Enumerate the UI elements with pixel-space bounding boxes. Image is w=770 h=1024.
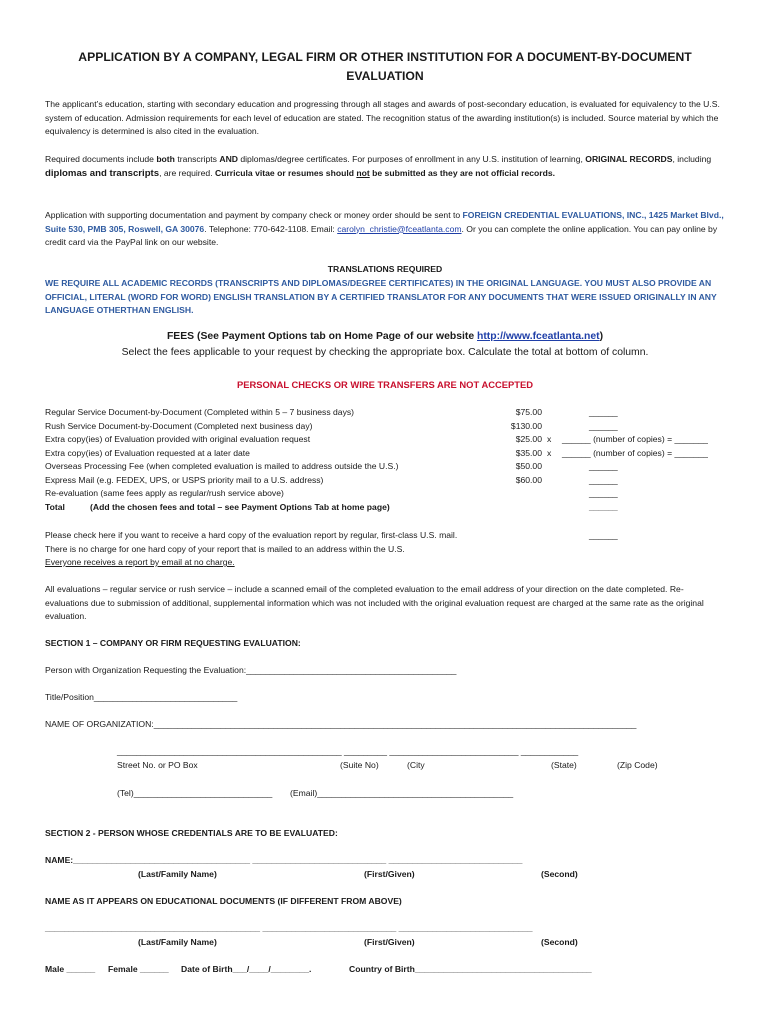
fee-blank[interactable]: ______ bbox=[589, 461, 618, 471]
required-original-records: ORIGINAL RECORDS bbox=[585, 154, 673, 164]
fee-copies-blank[interactable]: ______ (number of copies) = _______ bbox=[562, 434, 708, 444]
fees-instruction: Select the fees applicable to your request by checking the appropriate box. Calculate the total at bottom of column. bbox=[121, 347, 649, 358]
required-documents-paragraph bbox=[45, 153, 725, 180]
fee-blank[interactable]: ______ bbox=[589, 488, 618, 498]
required-both: both bbox=[156, 154, 175, 164]
email-delivery-note: All evaluations – regular service or rush service – include a scanned email of the completed evaluation to the email address of your direction on the date completed. Re-evaluations due to submission of additional, supplemental information which was not included with the original evaluation request are charged at the same rate as the original evaluation. bbox=[45, 584, 704, 622]
website-link[interactable]: http://www.fceatlanta.net bbox=[477, 331, 600, 342]
street-label: Street No. or PO Box bbox=[117, 760, 198, 770]
fee-blank[interactable]: ______ bbox=[589, 407, 618, 417]
fee-blank[interactable]: ______ bbox=[589, 474, 618, 485]
intro-paragraph: The applicant’s education, starting with secondary education and progressing through all stages and awards of post-secondary education, is evaluated for equivalency to the U.S. system of education. Admission requirements for each level of education are stated. The recognition status of the awarding institution(s) is included. Source material by which the equivalency is determined is also cited in the evaluation. bbox=[45, 99, 720, 137]
email-field[interactable]: (Email)_________________________________________ bbox=[290, 788, 514, 798]
second-name-label: (Second) bbox=[541, 869, 578, 879]
fee-label: Extra copy(ies) of Evaluation requested at a later date bbox=[45, 447, 250, 458]
section1-heading: SECTION 1 – COMPANY OR FIRM REQUESTING EVALUATION: bbox=[45, 638, 301, 648]
cv-warning: be submitted as they are not official records. bbox=[369, 167, 556, 178]
hardcopy-line: Please check here if you want to receive a hard copy of the evaluation report by regular, first-class U.S. mail. bbox=[45, 530, 458, 540]
fee-label: Extra copy(ies) of Evaluation provided with original evaluation request bbox=[45, 434, 311, 444]
contact-email-link[interactable]: carolyn_christie@fceatlanta.com bbox=[337, 223, 462, 234]
fees-heading bbox=[40, 331, 730, 342]
suite-label: (Suite No) bbox=[340, 760, 379, 770]
total-blank[interactable]: ______ bbox=[589, 501, 618, 512]
country-of-birth-field[interactable]: Country of Birth_____________________________________ bbox=[349, 964, 592, 974]
fee-amount: $50.00 bbox=[515, 461, 542, 471]
requester-title-field[interactable]: Title/Position______________________________ bbox=[45, 692, 238, 702]
fee-row bbox=[0, 447, 770, 461]
fee-label: Express Mail (e.g. FEDEX, UPS, or USPS priority mail to a U.S. address) bbox=[45, 474, 324, 485]
hardcopy-note bbox=[45, 529, 457, 570]
fee-blank[interactable]: ______ bbox=[589, 420, 618, 431]
fee-row bbox=[0, 420, 770, 434]
requester-name-field[interactable]: Person with Organization Requesting the Evaluation:____________________________________________ bbox=[45, 665, 457, 675]
fee-amount: $35.00 bbox=[515, 447, 542, 458]
submit-text: . Or you can complete the online application. You can pay online by credit card via the PayPal link on our website. bbox=[45, 223, 718, 248]
cv-warning: Curricula vitae or resumes should bbox=[214, 167, 357, 178]
female-field[interactable]: Female ______ bbox=[108, 964, 169, 974]
submission-paragraph bbox=[45, 209, 725, 250]
fees-heading-text: ) bbox=[599, 331, 604, 342]
fee-multiplier: x bbox=[547, 434, 552, 444]
required-text: , are required. bbox=[159, 167, 215, 178]
first-name-label: (First/Given) bbox=[364, 869, 415, 879]
hardcopy-line: There is no charge for one hard copy of your report that is mailed to an address within the U.S. bbox=[45, 543, 405, 554]
city-label: (City bbox=[407, 760, 425, 770]
page-title: APPLICATION BY A COMPANY, LEGAL FIRM OR OTHER INSTITUTION FOR A DOCUMENT-BY-DOCUMENT EVALUATION bbox=[78, 50, 692, 83]
required-and: AND bbox=[219, 154, 238, 164]
required-text: , including bbox=[672, 154, 712, 164]
telephone-field[interactable]: (Tel)_____________________________ bbox=[117, 788, 273, 798]
submit-text: . Telephone: 770-642-1108. Email: bbox=[204, 223, 338, 234]
fee-copies-blank[interactable]: ______ (number of copies) = _______ bbox=[562, 447, 708, 458]
fee-label: Regular Service Document-by-Document (Completed within 5 – 7 business days) bbox=[45, 407, 355, 417]
fee-amount: $75.00 bbox=[515, 407, 542, 417]
fee-row bbox=[0, 487, 770, 501]
fee-row bbox=[0, 474, 770, 488]
required-text: transcripts bbox=[174, 154, 220, 164]
fee-row bbox=[0, 460, 770, 474]
alt-last-name-label: (Last/Family Name) bbox=[138, 937, 217, 947]
fee-amount: $25.00 bbox=[515, 434, 542, 444]
alt-name-field[interactable]: _____________________________________________ ____________________________ ____________________________ bbox=[45, 923, 533, 933]
organization-address: FOREIGN CREDENTIAL EVALUATIONS, INC., 1425 Market Blvd., Suite 530, PMB 305, Roswell, GA 30076 bbox=[45, 210, 724, 234]
fee-amount: $130.00 bbox=[510, 420, 542, 431]
applicant-name-field[interactable]: NAME:_____________________________________ ____________________________ ____________________________ bbox=[45, 855, 523, 865]
fee-row bbox=[0, 406, 770, 420]
fee-label: Overseas Processing Fee (when completed evaluation is mailed to address outside the U.S.) bbox=[45, 461, 399, 471]
translations-heading: TRANSLATIONS REQUIRED bbox=[327, 264, 443, 274]
cv-warning-not: not bbox=[356, 167, 370, 178]
total-note: (Add the chosen fees and total – see Payment Options Tab at home page) bbox=[90, 501, 390, 512]
fee-label: Re-evaluation (same fees apply as regular/rush service above) bbox=[45, 488, 284, 498]
submit-text: Application with supporting documentation and payment by company check or money order should be sent to bbox=[45, 210, 463, 220]
fees-heading-text: FEES (See Payment Options tab on Home Page of our website bbox=[166, 331, 477, 342]
fee-amount: $60.00 bbox=[515, 474, 542, 485]
last-name-label: (Last/Family Name) bbox=[138, 869, 217, 879]
fee-multiplier: x bbox=[547, 447, 552, 458]
total-label: Total bbox=[45, 501, 65, 512]
translations-body: WE REQUIRE ALL ACADEMIC RECORDS (TRANSCRIPTS AND DIPLOMAS/DEGREE CERTIFICATES) IN THE ORIGINAL LANGUAGE. YOU MUST ALSO PROVIDE AN OFFICIAL, LITERAL (WORD FOR WORD) ENGLISH TRANSLATION BY A CERTIFIED TRANSLATOR FOR ANY DOCUMENTS THAT WERE ISSUED ORIGINALLY IN ANY LANGUAGE OTHERTHAN ENGLISH. bbox=[45, 278, 717, 316]
fee-label: Rush Service Document-by-Document (Completed next business day) bbox=[45, 420, 313, 431]
alt-second-name-label: (Second) bbox=[541, 937, 578, 947]
date-of-birth-field[interactable]: Date of Birth___/____/________. bbox=[181, 964, 312, 974]
fee-row bbox=[0, 433, 770, 447]
hardcopy-line: Everyone receives a report by email at no charge. bbox=[45, 557, 235, 567]
required-diplomas: diplomas and transcripts bbox=[45, 167, 160, 179]
payment-warning: PERSONAL CHECKS OR WIRE TRANSFERS ARE NOT ACCEPTED bbox=[236, 379, 534, 390]
required-text: Required documents include bbox=[45, 154, 157, 164]
hardcopy-checkbox-blank[interactable]: ______ bbox=[589, 530, 618, 540]
alt-first-name-label: (First/Given) bbox=[364, 937, 415, 947]
state-label: (State) bbox=[551, 760, 577, 770]
section2-heading: SECTION 2 - PERSON WHOSE CREDENTIALS ARE TO BE EVALUATED: bbox=[45, 828, 338, 838]
required-text: diplomas/degree certificates. For purposes of enrollment in any U.S. institution of learning, bbox=[237, 154, 586, 164]
alt-name-heading: NAME AS IT APPEARS ON EDUCATIONAL DOCUMENTS (IF DIFFERENT FROM ABOVE) bbox=[45, 896, 402, 906]
address-field-line[interactable]: _______________________________________________ _________ ___________________________ ____________ bbox=[117, 746, 579, 756]
male-field[interactable]: Male ______ bbox=[45, 964, 96, 974]
organization-name-field[interactable]: NAME OF ORGANIZATION:_____________________________________________________________________________________________________ bbox=[45, 719, 637, 729]
zip-label: (Zip Code) bbox=[617, 760, 658, 770]
fee-total-row bbox=[0, 501, 770, 515]
